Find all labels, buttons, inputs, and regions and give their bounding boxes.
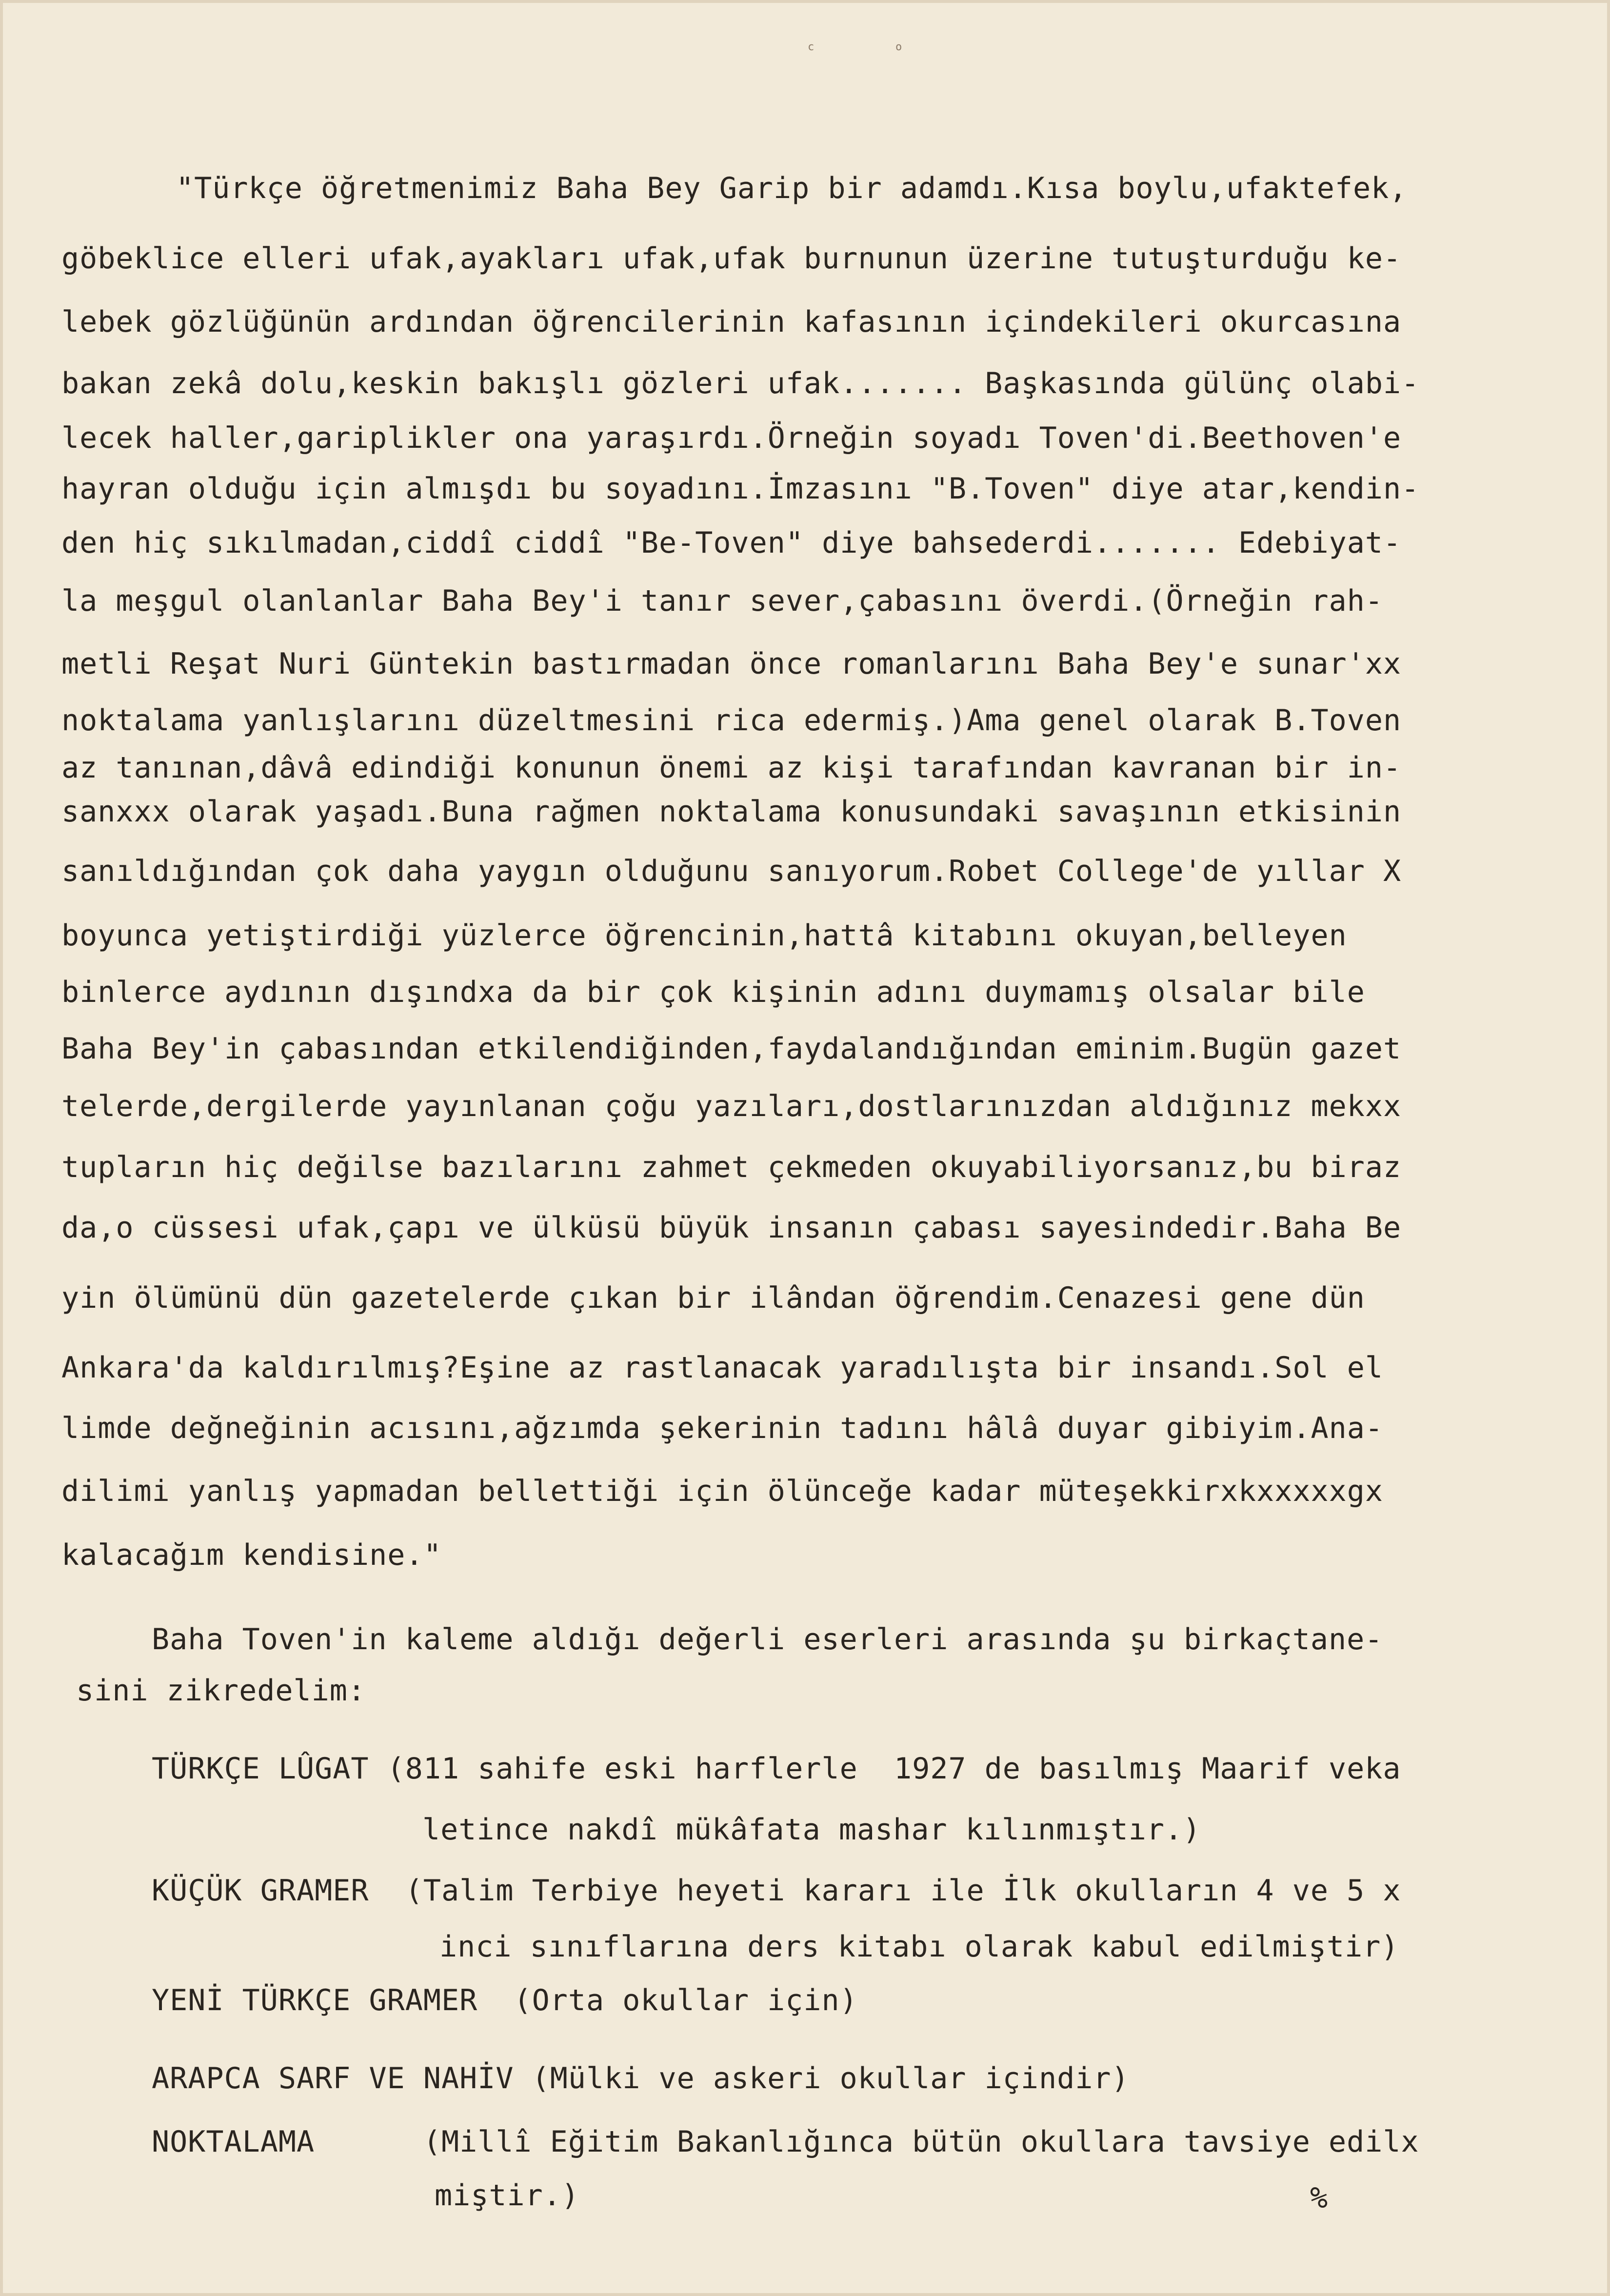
quote-line: Ankara'da kaldırılmış?Eşine az rastlanacak yaradılışta bir insandı.Sol el [61,1351,1383,1385]
quote-line: yin ölümünü dün gazetelerde çıkan bir ilândan öğrendim.Cenazesi gene dün [61,1281,1365,1315]
works-line: letince nakdî mükâfata mashar kılınmıştır.) [422,1813,1201,1847]
stray-mark: o [895,41,902,53]
quote-line: lecek haller,gariplikler ona yaraşırdı.Örneğin soyadı Toven'di.Beethoven'e [61,421,1402,455]
intro-line: sini zikredelim: [76,1674,366,1708]
quote-line: Baha Bey'in çabasından etkilendiğinden,faydalandığından eminim.Bugün gazet [61,1032,1402,1066]
works-line: NOKTALAMA (Millî Eğitim Bakanlığınca bütün okullara tavsiye edilx [152,2125,1419,2159]
quote-line: noktalama yanlışlarını düzeltmesini rica edermiş.)Ama genel olarak B.Toven [61,703,1402,738]
quote-line: binlerce aydının dışındxa da bir çok kişinin adını duymamış olsalar bile [61,975,1365,1009]
quote-line: metli Reşat Nuri Güntekin bastırmadan önce romanlarını Baha Bey'e sunar'xx [61,647,1402,681]
quote-line: sanıldığından çok daha yaygın olduğunu sanıyorum.Robet College'de yıllar X [61,854,1402,888]
quote-line: da,o cüssesi ufak,çapı ve ülküsü büyük insanın çabası sayesindedir.Baha Be [61,1211,1402,1245]
quote-line: göbeklice elleri ufak,ayakları ufak,ufak burnunun üzerine tutuşturduğu ke- [61,241,1402,276]
quote-line: boyunca yetiştirdiği yüzlerce öğrencinin,hattâ kitabını okuyan,belleyen [61,918,1347,953]
intro-line: Baha Toven'in kaleme aldığı değerli eserleri arasında şu birkaçtane- [152,1622,1383,1657]
quote-line: lebek gözlüğünün ardından öğrencilerinin kafasının içindekileri okurcasına [61,305,1402,339]
quote-line: az tanınan,dâvâ edindiği konunun önemi az kişi tarafından kavranan bir in- [61,751,1402,785]
works-line: TÜRKÇE LÛGAT (811 sahife eski harflerle 1927 de basılmış Maarif veka [152,1752,1401,1786]
quote-line: telerde,dergilerde yayınlanan çoğu yazıları,dostlarınızdan aldığınız mekxx [61,1089,1402,1123]
quote-line: den hiç sıkılmadan,ciddî ciddî "Be-Toven" diye bahsederdi....... Edebiyat- [61,526,1402,560]
quote-line: limde değneğinin acısını,ağzımda şekerinin tadını hâlâ duyar gibiyim.Ana- [61,1411,1383,1445]
quote-line: "Türkçe öğretmenimiz Baha Bey Garip bir adamdı.Kısa boylu,ufaktefek, [176,171,1408,205]
quote-line: sanxxx olarak yaşadı.Buna rağmen noktalama konusundaki savaşının etkisinin [61,795,1402,829]
works-line: KÜÇÜK GRAMER (Talim Terbiye heyeti kararı ile İlk okulların 4 ve 5 x [152,1874,1401,1908]
quote-line: hayran olduğu için almışdı bu soyadını.İmzasını "B.Toven" diye atar,kendin- [61,472,1420,506]
signature-mark: % [1310,2181,1328,2215]
stray-mark: c [808,41,815,53]
quote-line: la meşgul olanlanlar Baha Bey'i tanır sever,çabasını överdi.(Örneğin rah- [61,584,1383,618]
works-line: ARAPCA SARF VE NAHİV (Mülki ve askeri okullar içindir) [152,2061,1130,2096]
works-line: miştir.) [435,2178,579,2213]
quote-line: kalacağım kendisine." [61,1538,442,1572]
works-line: inci sınıflarına ders kitabı olarak kabul edilmiştir) [439,1930,1399,1964]
quote-line: tupların hiç değilse bazılarını zahmet çekmeden okuyabiliyorsanız,bu biraz [61,1150,1402,1184]
quote-line: bakan zekâ dolu,keskin bakışlı gözleri ufak....... Başkasında gülünç olabi- [61,366,1420,400]
quote-line: dilimi yanlış yapmadan bellettiği için ölünceğe kadar müteşekkirxkxxxxxgx [61,1474,1383,1508]
works-line: YENİ TÜRKÇE GRAMER (Orta okullar için) [152,1983,858,2017]
